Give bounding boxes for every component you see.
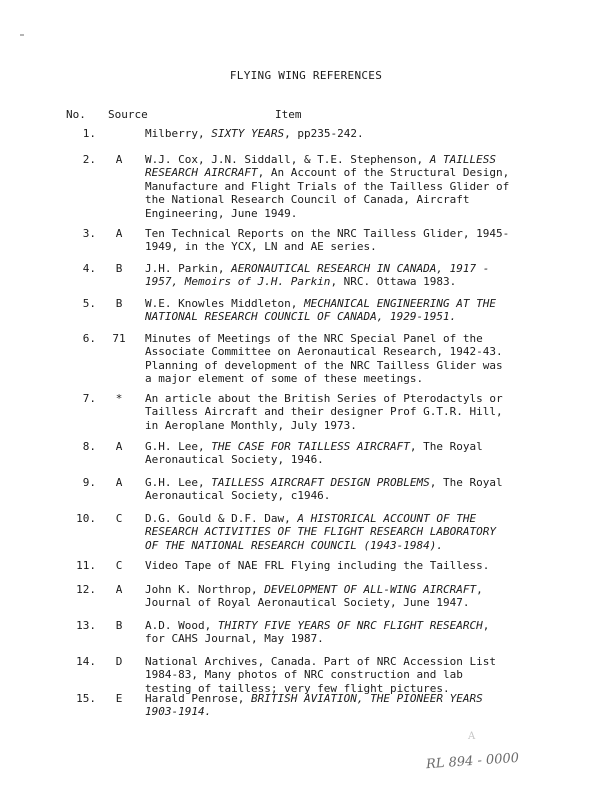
entry-line: Aeronautical Society, c1946. [145,489,331,503]
entry-item [145,655,545,695]
entry-item [145,476,545,503]
entry-line: W.E. Knowles Middleton, MECHANICAL ENGINEERING AT THE [145,297,497,310]
entry-number: 14. [76,655,96,668]
entry-number: 1. [82,127,96,140]
entry-source: A [115,440,123,453]
entry-item [145,153,545,220]
entry-line: a major element of some of these meetings. [145,372,424,386]
entry-number: 12. [76,583,96,596]
entry-source: * [115,392,123,405]
entry-item [145,440,545,467]
entry-line: G.H. Lee, THE CASE FOR TAILLESS AIRCRAFT, The Royal [145,440,483,453]
entry-source: A [115,227,123,240]
entry-number: 11. [76,559,96,572]
entry-number: 7. [82,392,96,405]
entry-line: A.D. Wood, THIRTY FIVE YEARS OF NRC FLIGHT RESEARCH, [145,619,490,632]
entry-item [145,262,545,289]
entry-item [145,297,545,324]
entry-line: testing of tailless; very few flight pictures. [145,681,450,695]
entry-source: A [115,153,123,166]
entry-source: 71 [112,332,126,345]
entry-line: Engineering, June 1949. [145,206,298,220]
entry-item [145,392,545,432]
entry-line: National Archives, Canada. Part of NRC Accession List [145,655,496,668]
entry-line: Manufacture and Flight Trials of the Tailless Glider of [145,179,510,193]
entry-line: 1949, in the YCX, LN and AE series. [145,240,377,254]
entry-line: W.J. Cox, J.N. Siddall, & T.E. Stephenson, A TAILLESS [145,153,497,166]
entry-line: Aeronautical Society, 1946. [145,453,324,467]
entry-number: 4. [82,262,96,275]
entry-line: Journal of Royal Aeronautical Society, June 1947. [145,596,470,610]
entry-source: C [115,559,123,572]
entry-number: 9. [82,476,96,489]
entry-line: G.H. Lee, TAILLESS AIRCRAFT DESIGN PROBLEMS, The Royal [145,476,503,489]
entry-source: B [115,619,123,632]
entry-line: the National Research Council of Canada, Aircraft [145,193,470,207]
entry-item [145,692,545,719]
entry-source: C [115,512,123,525]
entry-line: Tailless Aircraft and their designer Prof G.T.R. Hill, [145,405,503,419]
entry-source: E [115,692,123,705]
entry-line: Ten Technical Reports on the NRC Tailless Glider, 1945- [145,227,510,240]
page-title: FLYING WING REFERENCES [229,69,383,82]
entry-source: B [115,297,123,310]
entry-line: D.G. Gould & D.F. Daw, A HISTORICAL ACCOUNT OF THE [145,512,477,525]
entry-item [145,559,545,572]
entry-number: 3. [82,227,96,240]
entry-line: J.H. Parkin, AERONAUTICAL RESEARCH IN CANADA, 1917 - [145,262,490,275]
entry-item [145,227,545,254]
entry-line: OF THE NATIONAL RESEARCH COUNCIL (1943-1984). [145,538,444,552]
faint-mark: A [468,731,476,742]
header-item: Item [275,108,302,121]
entry-line: for CAHS Journal, May 1987. [145,632,324,646]
entry-line: 1903-1914. [145,705,212,719]
entry-line: Harald Penrose, BRITISH AVIATION, THE PIONEER YEARS [145,692,483,705]
entry-number: 8. [82,440,96,453]
entry-source: A [115,476,123,489]
entry-source: D [115,655,123,668]
entry-line: Associate Committee on Aeronautical Research, 1942-43. [145,345,503,359]
entry-number: 5. [82,297,96,310]
entry-item [145,583,545,610]
header-no: No. [66,108,86,121]
entry-line: 1957, Memoirs of J.H. Parkin, NRC. Ottawa 1983. [145,275,457,289]
entry-number: 10. [76,512,96,525]
entry-item [145,619,545,646]
entry-item [145,332,545,386]
entry-source: A [115,583,123,596]
entry-line: John K. Northrop, DEVELOPMENT OF ALL-WING AIRCRAFT, [145,583,483,596]
entry-line: Video Tape of NAE FRL Flying including the Tailless. [145,559,490,572]
entry-line: An article about the British Series of Pterodactyls or [145,392,503,405]
entry-line: RESEARCH AIRCRAFT, An Account of the Structural Design, [145,166,510,180]
handwritten-note: RL 894 - 0000 [425,750,520,773]
entry-number: 6. [82,332,96,345]
entry-item [145,512,545,552]
scan-mark [20,34,24,36]
entry-number: 2. [82,153,96,166]
entry-line: Minutes of Meetings of the NRC Special Panel of the [145,332,483,345]
entry-item [145,127,545,140]
entry-line: in Aeroplane Monthly, July 1973. [145,418,357,432]
entry-line: RESEARCH ACTIVITIES OF THE FLIGHT RESEARCH LABORATORY [145,525,496,539]
entry-line: Milberry, SIXTY YEARS, pp235-242. [145,127,364,140]
entry-source: B [115,262,123,275]
entry-line: 1984-83, Many photos of NRC construction and lab [145,668,463,682]
header-source: Source [108,108,148,121]
entry-number: 13. [76,619,96,632]
entry-line: NATIONAL RESEARCH COUNCIL OF CANADA, 1929-1951. [145,310,457,324]
entry-number: 15. [76,692,96,705]
entry-line: Planning of development of the NRC Tailless Glider was [145,358,503,372]
